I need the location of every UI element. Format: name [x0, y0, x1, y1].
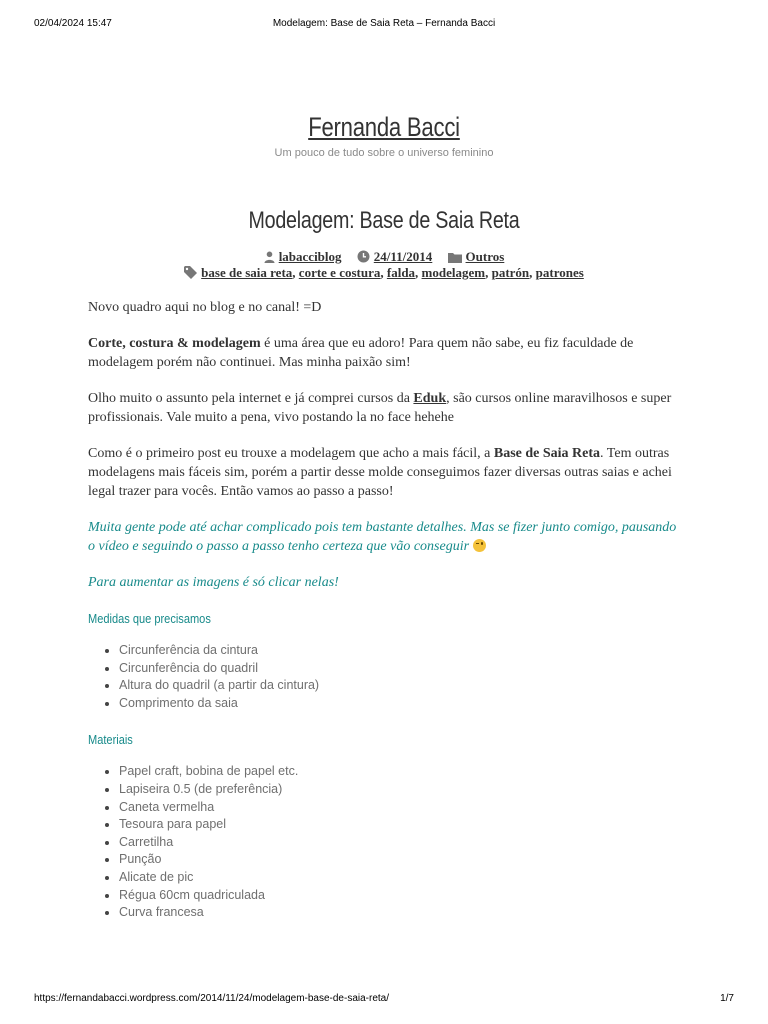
list-item: • Papel craft, bobina de papel etc. — [119, 763, 678, 781]
date-link[interactable]: 24/11/2014 — [373, 249, 433, 264]
list-item: • Circunferência da cintura — [119, 642, 678, 660]
print-url: https://fernandabacci.wordpress.com/2014/11/24/modelagem-base-de-saia-reta/ — [34, 993, 390, 1004]
tag-link[interactable]: modelagem — [421, 265, 486, 280]
post-tags: base de saia reta, corte e costura, falda, modelagem, patrón, patrones — [0, 265, 768, 281]
list-item: • Circunferência do quadril — [119, 660, 678, 678]
list-item: • Tesoura para papel — [119, 816, 678, 834]
paragraph: Corte, costura & modelagem é uma área que eu adoro! Para quem não sabe, eu fiz faculdade de modelagem porém não continuei. Mas minha paixão sim! — [88, 336, 634, 370]
paragraph: Olho muito o assunto pela internet e já comprei cursos da Eduk, são cursos online maravilhosos e super profissionais. Vale muito a pena, vivo postando la no face hehehe — [88, 391, 672, 425]
list-item: • Comprimento da saia — [119, 695, 678, 713]
author-link[interactable]: labacciblog — [278, 249, 342, 264]
tag-link[interactable]: corte e costura — [298, 265, 381, 280]
list-item: • Lapiseira 0.5 (de preferência) — [119, 781, 678, 799]
paragraph: Novo quadro aqui no blog e no canal! =D — [88, 300, 322, 315]
post-meta — [0, 249, 768, 265]
print-page-number: 1/7 — [720, 993, 734, 1004]
clock-icon — [357, 250, 370, 263]
list-item: • Punção — [119, 851, 678, 869]
post-title: Modelagem: Base de Saia Reta — [248, 207, 520, 234]
post-content — [88, 298, 678, 940]
list-item: • Régua 60cm quadriculada — [119, 887, 678, 905]
meta-category — [448, 249, 505, 264]
tag-link[interactable]: patrón — [491, 265, 530, 280]
print-header — [0, 18, 768, 32]
meta-author — [264, 249, 345, 264]
list-item: • Curva francesa — [119, 904, 678, 922]
meta-date — [357, 249, 436, 264]
list-item: • Carretilha — [119, 834, 678, 852]
tag-icon — [184, 266, 197, 279]
wink-emoji-icon — [473, 539, 486, 552]
print-datetime: 02/04/2024 15:47 — [34, 18, 112, 29]
list-item: • Altura do quadril (a partir da cintura) — [119, 677, 678, 695]
bold-text: Base de Saia Reta — [493, 446, 601, 461]
bold-text: Corte, costura & modelagem — [88, 336, 261, 351]
eduk-link[interactable]: Eduk — [413, 391, 447, 406]
medidas-list — [88, 642, 678, 712]
print-footer — [0, 993, 768, 1007]
medidas-heading: Medidas que precisamos — [88, 611, 211, 626]
list-item: • Alicate de pic — [119, 869, 678, 887]
paragraph: Como é o primeiro post eu trouxe a modelagem que acho a mais fácil, a Base de Saia Reta. Tem outras modelagens mais fáceis sim, porém a partir desse molde conseguimos fazer diversas outras saias e achei legal trazer para vocês. Então vamos ao passo a passo! — [88, 446, 672, 499]
materiais-heading: Materiais — [88, 732, 133, 748]
category-link[interactable]: Outros — [465, 249, 505, 264]
tag-link[interactable]: falda — [386, 265, 416, 280]
print-page-title: Modelagem: Base de Saia Reta – Fernanda Bacci — [272, 18, 496, 29]
user-icon — [264, 251, 275, 263]
site-title-link[interactable]: Fernanda Bacci — [308, 112, 460, 142]
italic-paragraph: Muita gente pode até achar complicado pois tem bastante detalhes. Mas se fizer junto comigo, pausando o vídeo e seguindo o passo a passo tenho certeza que vão conseguir — [88, 520, 677, 554]
site-tagline: Um pouco de tudo sobre o universo feminino — [274, 147, 494, 159]
tag-link[interactable]: patrones — [535, 265, 584, 280]
italic-paragraph: Para aumentar as imagens é só clicar nelas! — [88, 575, 339, 590]
folder-icon — [448, 252, 462, 263]
tag-link[interactable]: base de saia reta — [201, 265, 293, 280]
materiais-list — [88, 763, 678, 921]
list-item: • Caneta vermelha — [119, 799, 678, 817]
